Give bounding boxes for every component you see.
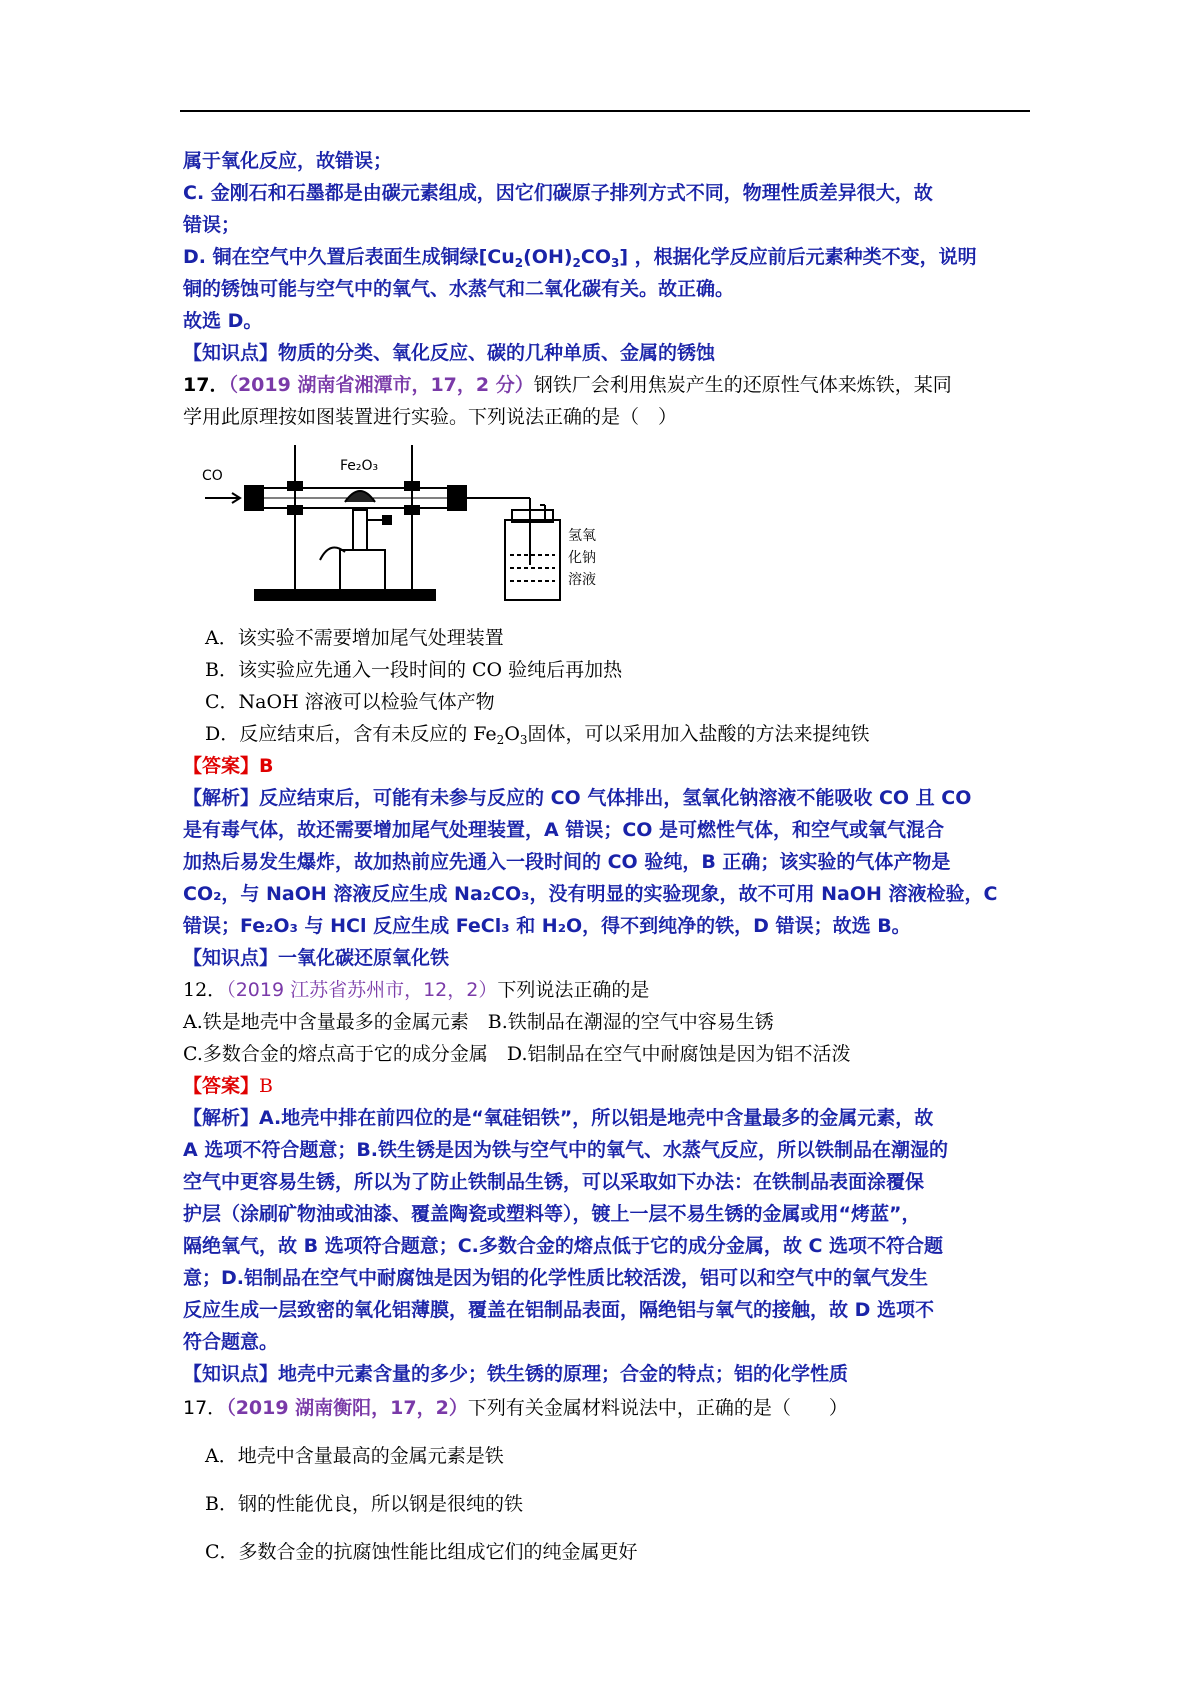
knowledge-point: 【知识点】一氧化碳还原氧化铁: [183, 947, 450, 969]
knowledge-point: 【知识点】物质的分类、氧化反应、碳的几种单质、金属的锈蚀: [183, 342, 716, 364]
explanation-line: 意；D.铝制品在空气中耐腐蚀是因为铝的化学性质比较活泼，铝可以和空气中的氧气发生: [183, 1267, 928, 1289]
question-17-stem: 17．（2019 湖南省湘潭市，17，2 分）钢铁厂会利用焦炭产生的还原性气体来炼铁，某同: [183, 374, 952, 396]
explanation-line: 错误；Fe₂O₃ 与 HCl 反应生成 FeCl₃ 和 H₂O，得不到纯净的铁，D 错误；故选 B。: [183, 915, 911, 937]
question-12-options-cd: C.多数合金的熔点高于它的成分金属 D.铝制品在空气中耐腐蚀是因为铝不活泼: [183, 1043, 851, 1065]
explanation-line: CO₂，与 NaOH 溶液反应生成 Na₂CO₃，没有明显的实验现象，故不可用 NaOH 溶液检验，C: [183, 883, 998, 905]
header-rule: [180, 110, 1030, 112]
explanation-line: A 选项不符合题意；B.铁生锈是因为铁与空气中的氧气、水蒸气反应，所以铁制品在潮湿的: [183, 1139, 949, 1161]
explanation-line: 空气中更容易生锈，所以为了防止铁制品生锈，可以采取如下办法：在铁制品表面涂覆保: [183, 1171, 925, 1193]
option-a: A．该实验不需要增加尾气处理装置: [205, 627, 504, 649]
answer: 【答案】B: [183, 755, 274, 777]
question-12-stem: 12．（2019 江苏省苏州市，12，2）下列说法正确的是: [183, 979, 650, 1001]
explanation-line: 护层（涂刷矿物油或油漆、覆盖陶瓷或塑料等），镀上一层不易生锈的金属或用“烤蓝”，: [183, 1203, 921, 1225]
explanation-line: 符合题意。: [183, 1331, 279, 1353]
question-17-stem-2: 学用此原理按如图装置进行实验。下列说法正确的是（ ）: [183, 406, 678, 428]
solution-label-3: 溶液: [568, 572, 596, 588]
text-line: 故选 D。: [183, 310, 263, 332]
answer: 【答案】B: [183, 1075, 273, 1097]
option-c: C．NaOH 溶液可以检验气体产物: [205, 691, 495, 713]
option-a: A．地壳中含量最高的金属元素是铁: [205, 1445, 504, 1467]
text-line: 铜的锈蚀可能与空气中的氧气、水蒸气和二氧化碳有关。故正确。: [183, 278, 735, 300]
text-line: D. 铜在空气中久置后表面生成铜绿$[Cu_2(OH)_2CO_3]$ ，根据化学反应前后元素种类不变，说明: [183, 246, 977, 270]
explanation-line: 加热后易发生爆炸，故加热前应先通入一段时间的 CO 验纯，B 正确；该实验的气体产物是: [183, 851, 951, 873]
solution-label-1: 氢氧: [568, 528, 596, 544]
option-c: C．多数合金的抗腐蚀性能比组成它们的纯金属更好: [205, 1541, 638, 1563]
knowledge-point: 【知识点】地壳中元素含量的多少；铁生锈的原理；合金的特点；铝的化学性质: [183, 1363, 849, 1385]
text-line: C. 金刚石和石墨都是由碳元素组成，因它们碳原子排列方式不同，物理性质差异很大，故: [183, 182, 933, 204]
explanation-line: 隔绝氧气，故 B 选项符合题意；C.多数合金的熔点低于它的成分金属，故 C 选项不符合题: [183, 1235, 944, 1257]
explanation-line: 【解析】A.地壳中排在前四位的是“氧硅铝铁”，所以铝是地壳中含量最多的金属元素，故: [183, 1107, 934, 1129]
text-line: 错误；: [183, 214, 241, 236]
explanation-line: 反应生成一层致密的氧化铝薄膜，覆盖在铝制品表面，隔绝铝与氧气的接触，故 D 选项不: [183, 1299, 935, 1321]
text-line: 属于氧化反应，故错误；: [183, 150, 393, 172]
co-label: CO: [202, 468, 223, 484]
solution-label-2: 化钠: [568, 550, 596, 566]
fe2o3-label: Fe₂O₃: [340, 458, 379, 474]
option-b: B．该实验应先通入一段时间的 CO 验纯后再加热: [205, 659, 623, 681]
explanation-line: 【解析】反应结束后，可能有未参与反应的 CO 气体排出，氢氧化钠溶液不能吸收 CO 且 CO: [183, 787, 972, 809]
apparatus-figure: [200, 440, 600, 610]
question-12-options-ab: A.铁是地壳中含量最多的金属元素 B.铁制品在潮湿的空气中容易生锈: [183, 1011, 774, 1033]
explanation-line: 是有毒气体，故还需要增加尾气处理装置，A 错误；CO 是可燃性气体，和空气或氧气混合: [183, 819, 945, 841]
option-b: B．钢的性能优良，所以钢是很纯的铁: [205, 1493, 523, 1515]
question-17b-stem: 17．（2019 湖南衡阳，17，2）下列有关金属材料说法中，正确的是（ ）: [183, 1397, 848, 1419]
option-d: D．反应结束后，含有未反应的 $Fe_2O_3$固体，可以采用加入盐酸的方法来提纯铁: [205, 723, 870, 747]
